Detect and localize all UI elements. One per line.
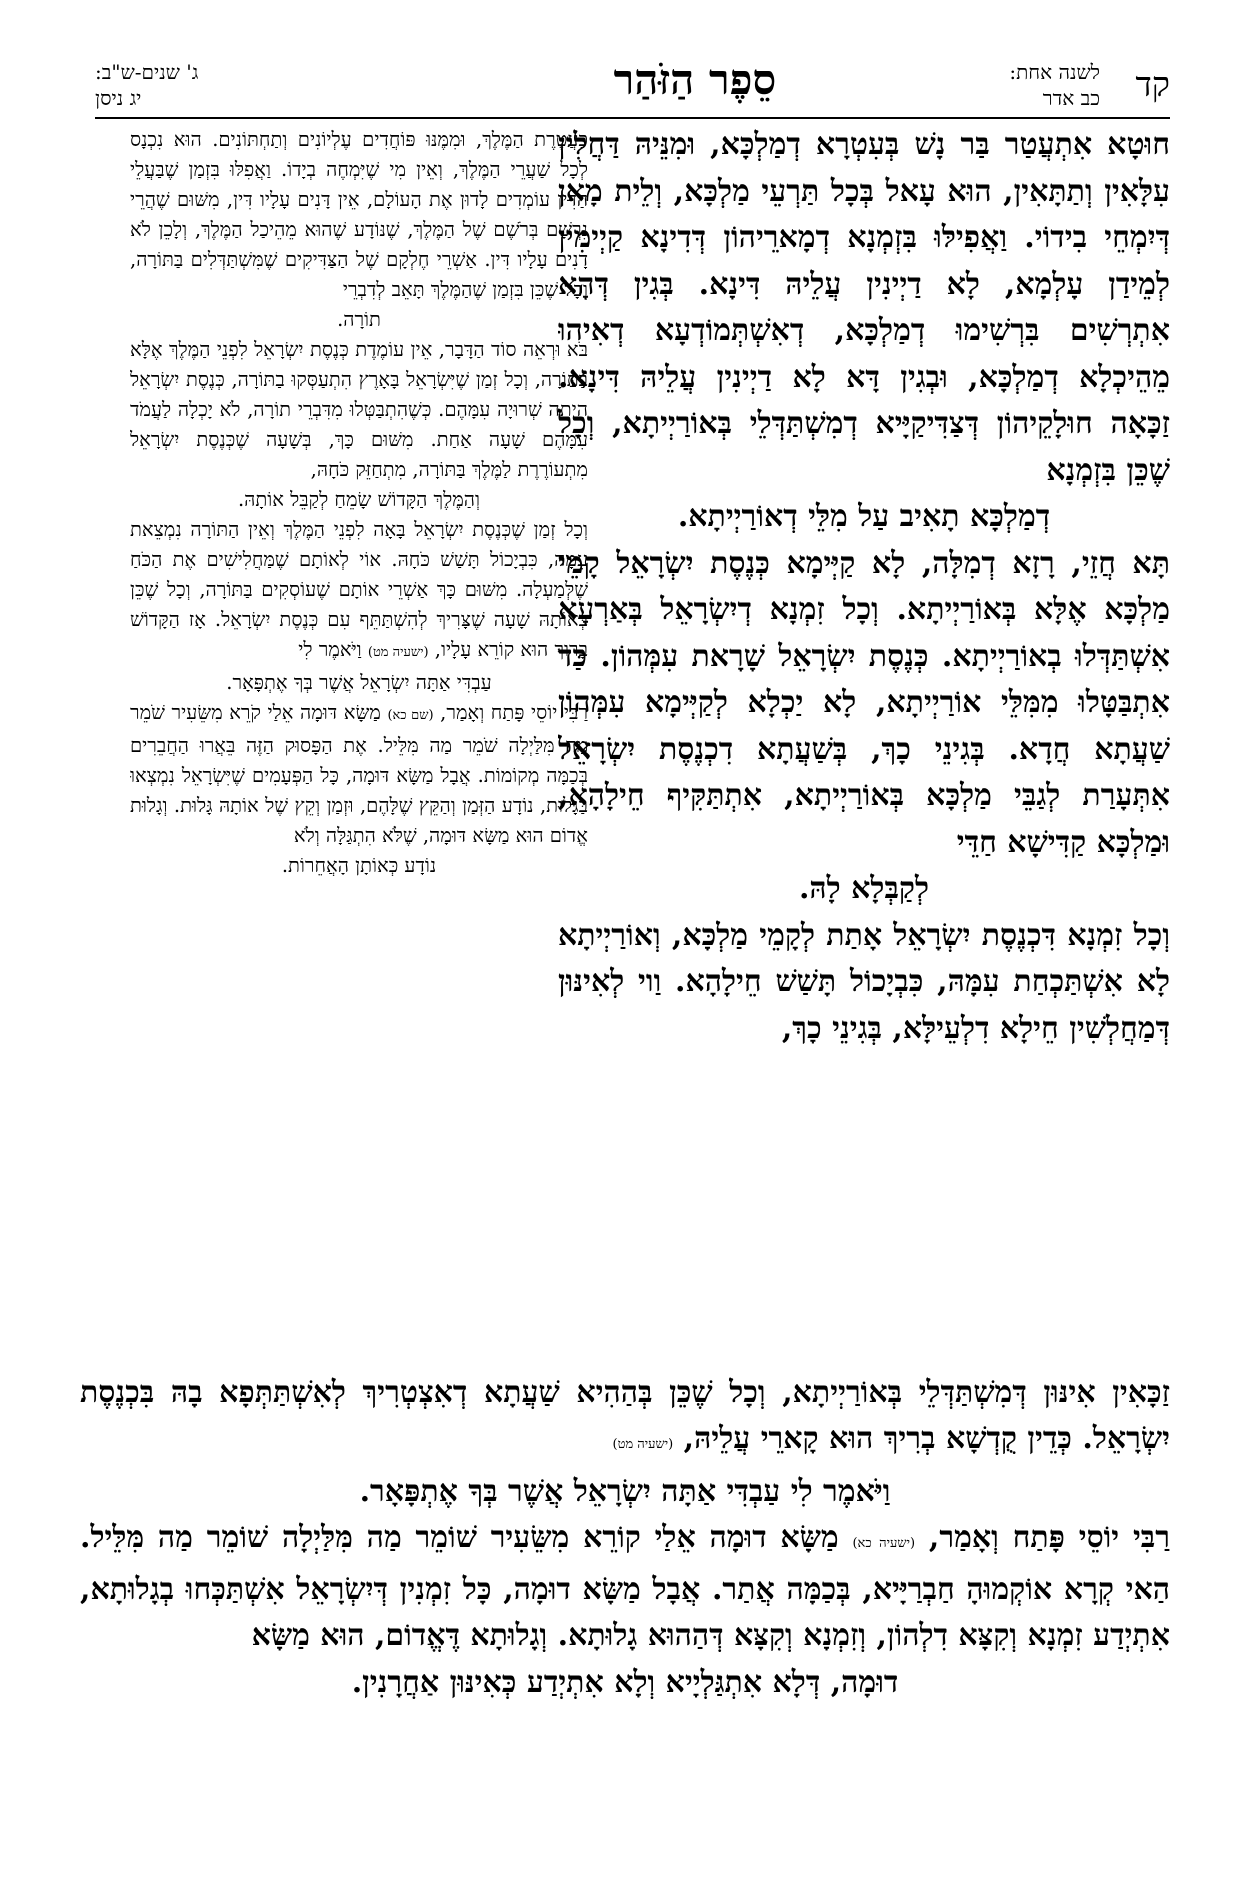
header-divider [95, 117, 1170, 119]
verse-reference: (ישעיה מט) [612, 1437, 674, 1453]
page-header [95, 55, 1170, 117]
hebrew-text: מַשָּׂא דּוּמָה אֵלַי קֹרֵא מִשֵּׂעִיר שֹׁמֵר מַה מִּלַּיְלָה שֹׁמֵר מַה מִּלֵּיל. אֶת הַפָּסוּק הַזֶּה בֵּאֲרוּ הַחֲבֵרִים בְּכַמָּה מְקוֹמוֹת. אֲבָל מַשָּׂא דּוּמָה, כָּל הַפְּעָמִים שֶׁיִּשְׂרָאֵל נִמְצְאוּ בַּגָּלוּת, נוֹדָע הַזְּמַן וְהַקֵּץ שֶׁלָּהֶם, וּזְמַן וְקֵץ שֶׁל אוֹתָהּ גָּלוּת. וְגָלוּת אֱדוֹם הוּא מַשָּׂא דּוּמָה, שֶׁלֹּא הִתְגַּלָּה וְלֹא [130, 701, 588, 847]
aramaic-paragraph [80, 1515, 1170, 1660]
aramaic-paragraph-end: וַיֹּאמֶר לִי עַבְדִּי אַתָּה יִשְׂרָאֵל אֲשֶׁר בְּךָ אֶתְפָּאָר. [359, 1473, 891, 1509]
header-study-schedule-one-year [1009, 59, 1100, 111]
header-schedule-label: לשנה אחת: [1009, 60, 1100, 84]
hebrew-text: רַבִּי יוֹסֵי פָּתַח וְאָמַר, [440, 701, 588, 724]
aramaic-paragraph [80, 1370, 1170, 1469]
hebrew-paragraph-end: נוֹדָע כְּאוֹתָן הָאֲחֵרוֹת. [281, 854, 437, 877]
page-number: קד [1135, 65, 1170, 105]
hebrew-paragraph-end: וְהַמֶּלֶךְ הַקָּדוֹשׁ שָׂמֵחַ לְקַבֵּל אוֹתָהּ. [237, 488, 481, 511]
header-schedule-date: יג ניסן [95, 86, 142, 110]
aramaic-text: מַשָּׂא דוּמָה אֵלַי קוֹרֵא מִשֵּׂעִיר שׁוֹמֵר מַה מִּלַּיְלָה שׁוֹמֵר מַה מִּלֵּיל. הַאי קְרָא אוֹקְמוּהָ חַבְרַיָּיא, בְּכַמָּה אֲתַר. אֲבָל מַשָּׂא דוּמָה, כָּל זִמְנִין דְּיִשְׂרָאֵל אִשְׁתַּכְּחוּ בְגָלוּתָא, אִתְיְדַע זִמְנָא וְקִצָּא דִלְהוֹן, וְזִמְנָא וְקִצָּא דְּהַהוּא גָלוּתָא. וְגָלוּתָא דֶּאֱדוֹם, הוּא מַשָּׂא [80, 1519, 1170, 1654]
hebrew-text: וַיֹּאמֶר לִי [298, 638, 362, 661]
aramaic-paragraph: וְכָל זִמְנָא דִּכְנֶסֶת יִשְׂרָאֵל אָתַת לְקָמֵי מַלְכָּא, וְאוֹרַיְיתָא לָא אִשְׁתַּכְחַת עִמָּהּ, כִּבְיָכוֹל תָּשַׁשׁ חֵילָהָא. וַוי לְאִינּוּן דְּמַחֲלְשִׁין חֵילָא דִלְעֵילָּא, בְּגִינֵי כָךְ, [558, 917, 1170, 1046]
header-schedule-label: ג' שנים-ש"ב: [95, 60, 199, 84]
hebrew-translation-column [130, 125, 588, 1323]
aramaic-paragraph-end: דְמַלְכָּא תָאִיב עַל מִלֵּי דְאוֹרַיְיתָא. [677, 499, 1051, 534]
aramaic-text: זַכָּאִין אִינּוּן דְּמִשְׁתַּדְּלֵי בְּאוֹרַיְיתָא, וְכָל שֶׁכֵּן בְּהַהִיא שַׁעֲתָא דְאִצְטְרִיךְ לְאִשְׁתַּתְּפָא בָהּ בִּכְנֶסֶת יִשְׂרָאֵל. כְּדֵין קֻדְשָׁא בְרִיךְ הוּא קָארֵי עֲלֵיהּ, [80, 1375, 1170, 1457]
verse-reference: (שם כא) [387, 708, 434, 723]
verse-reference: (ישעיה מט) [367, 645, 429, 660]
aramaic-paragraph-end: לְקַבְּלָא לָהּ. [798, 871, 930, 906]
aramaic-paragraph: תָּא חֲזֵי, רָזָא דְמִלָּה, לָא קַיְּימָא כְּנֶסֶת יִשְׂרָאֵל קָמֵי מַלְכָּא אֶלָּא בְּאוֹרַיְיתָא. וְכָל זִמְנָא דְיִשְׂרָאֵל בְּאַרְעָא אִשְׁתַּדְּלוּ בְאוֹרַיְיתָא. כְּנֶסֶת יִשְׂרָאֵל שָׁרָאת עִמְּהוֹן. כַּד אִתְבַּטָּלוּ מִמִּלֵּי אוֹרַיְיתָא, לָא יַכְלָא לְקַיְּימָא עִמְּהוֹן שַׁעֲתָא חֲדָא. בְּגִינֵי כָךְ, בְּשַׁעֲתָא דִכְנֶסֶת יִשְׂרָאֵל אִתְּעָרַת לְגַבֵּי מַלְכָּא בְּאוֹרַיְיתָא, אִתְתַּקִּיף חֵילָהָא, וּמַלְכָּא קַדִּישָׁא חַדֵּי [558, 545, 1170, 860]
hebrew-paragraph-end: תוֹרָה. [337, 308, 381, 331]
book-title: סֵפֶר הַזֹּהַר [613, 55, 777, 104]
header-schedule-date: כב אדר [1042, 86, 1100, 110]
hebrew-paragraph: כַּעֲטֶרֶת הַמֶּלֶךְ, וּמִמֶּנּוּ פּוֹחֲדִים עֶלְיוֹנִים וְתַחְתּוֹנִים. הוּא נִכְנָס לְכָל שַׁעֲרֵי הַמֶּלֶךְ, וְאֵין מִי שֶׁיִּמְחֶה בְיָדוֹ. וַאֲפִלּוּ בִּזְמַן שֶׁבַּעֲלֵי הַדִּין עוֹמְדִים לָדוּן אֶת הָעוֹלָם, אֵין דָּנִים עָלָיו דִּין, מִשּׁוּם שֶׁהֲרֵי נִרְשָׁם בְּרֹשֶׁם שֶׁל הַמֶּלֶךְ, שֶׁנּוֹדָע שֶׁהוּא מֵהֵיכַל הַמֶּלֶךְ, וְלָכֵן לֹא דָנִים עָלָיו דִּין. אַשְׁרֵי חֶלְקָם שֶׁל הַצַּדִּיקִים שֶׁמִּשְׁתַּדְּלִים בַּתּוֹרָה, וְכָל שֶׁכֵּן בִּזְמַן שֶׁהַמֶּלֶךְ תָּאֵב לְדִבְרֵי [130, 128, 588, 301]
aramaic-paragraph-end: דוּמָה, דְּלָא אִתְגַּלְיָיא וְלָא אִתְיְדַע כְּאִינּוּן אַחֲרָנִין. [351, 1664, 899, 1700]
header-study-schedule-three-year [95, 59, 198, 111]
aramaic-full-width-section [80, 1370, 1170, 1870]
hebrew-paragraph [130, 515, 588, 668]
hebrew-paragraph: בֹּא וּרְאֵה סוֹד הַדָּבָר, אֵין עוֹמֶדֶת כְּנֶסֶת יִשְׂרָאֵל לִפְנֵי הַמֶּלֶךְ אֶלָּא בַּתּוֹרָה, וְכָל זְמַן שֶׁיִּשְׂרָאֵל בָּאָרֶץ הִתְעַסְּקוּ בַתּוֹרָה, כְּנֶסֶת יִשְׂרָאֵל הָיְתָה שְׁרוּיָה עִמָּהֶם. כְּשֶׁהִתְבַּטְּלוּ מִדִּבְרֵי תוֹרָה, לֹא יָכְלָה לַעֲמֹד עִמָּהֶם שָׁעָה אַחַת. מִשּׁוּם כָּךְ, בְּשָׁעָה שֶׁכְּנֶסֶת יִשְׂרָאֵל מִתְעוֹרֶרֶת לַמֶּלֶךְ בַּתּוֹרָה, מִתְחַזֵּק כֹּחָהּ, [130, 338, 588, 481]
aramaic-text: רַבִּי יוֹסֵי פָּתַח וְאָמַר, [928, 1519, 1170, 1555]
aramaic-column [558, 122, 1170, 1320]
hebrew-paragraph-end: עַבְדִּי אַתָּה יִשְׂרָאֵל אֲשֶׁר בְּךָ אֶתְפָּאָר. [226, 671, 492, 694]
hebrew-text: וְכָל זְמַן שֶׁכְּנֶסֶת יִשְׂרָאֵל בָּאָה לִפְנֵי הַמֶּלֶךְ וְאֵין הַתּוֹרָה נִמְצֵאת עִמָּהּ, כִּבְיָכוֹל תָּשַׁשׁ כֹּחָהּ. אוֹי לְאוֹתָם שֶׁמַּחֲלִישִׁים אֶת הַכֹּחַ שֶׁלְּמַעְלָה. מִשּׁוּם כָּךְ אַשְׁרֵי אוֹתָם שֶׁעוֹסְקִים בַּתּוֹרָה, וְכָל שֶׁכֵּן בְּאוֹתָהּ שָׁעָה שֶׁצָּרִיךְ לְהִשְׁתַּתֵּף עִם כְּנֶסֶת יִשְׂרָאֵל. אָז הַקָּדוֹשׁ בָּרוּךְ הוּא קוֹרֵא עָלָיו, [130, 518, 588, 661]
verse-reference: (ישעיה כא) [852, 1535, 916, 1551]
hebrew-paragraph [130, 698, 588, 851]
aramaic-paragraph: חוּטָא אִתְעֲטַר בַּר נָשׁ בְּעִטְרָא דְמַלְכָּא, וּמִנֵּיהּ דַּחֲלִין עִלָּאִין וְתַתָּאִין, הוּא עָאל בְּכָל תַּרְעֵי מַלְכָּא, וְלֵית מָאן דְּיִמְחֵי בִידוֹי. וַאֲפִילּוּ בִּזְמְנָא דְמָארֵיהוֹן דְּדִינָא קַיְימִין לְמֵידַן עָלְמָא, לָא דַיְינִין עֲלֵיהּ דִּינָא. בְּגִין דְּהָא אִתְרְשִׁים בִּרְשִׁימוּ דְמַלְכָּא, דְאִשְׁתְּמוֹדְעָא דְאִיהוּ מֵהֵיכְלָא דְמַלְכָּא, וּבְגִין דָּא לָא דַיְינִין עֲלֵיהּ דִּינָא. זַכָּאָה חוּלָקֵיהוֹן דְּצַדִּיקַיָּיא דְמִשְׁתַּדְּלֵי בְּאוֹרַיְיתָא, וְכָל שֶׁכֵּן בִּזְמְנָא [558, 127, 1170, 488]
